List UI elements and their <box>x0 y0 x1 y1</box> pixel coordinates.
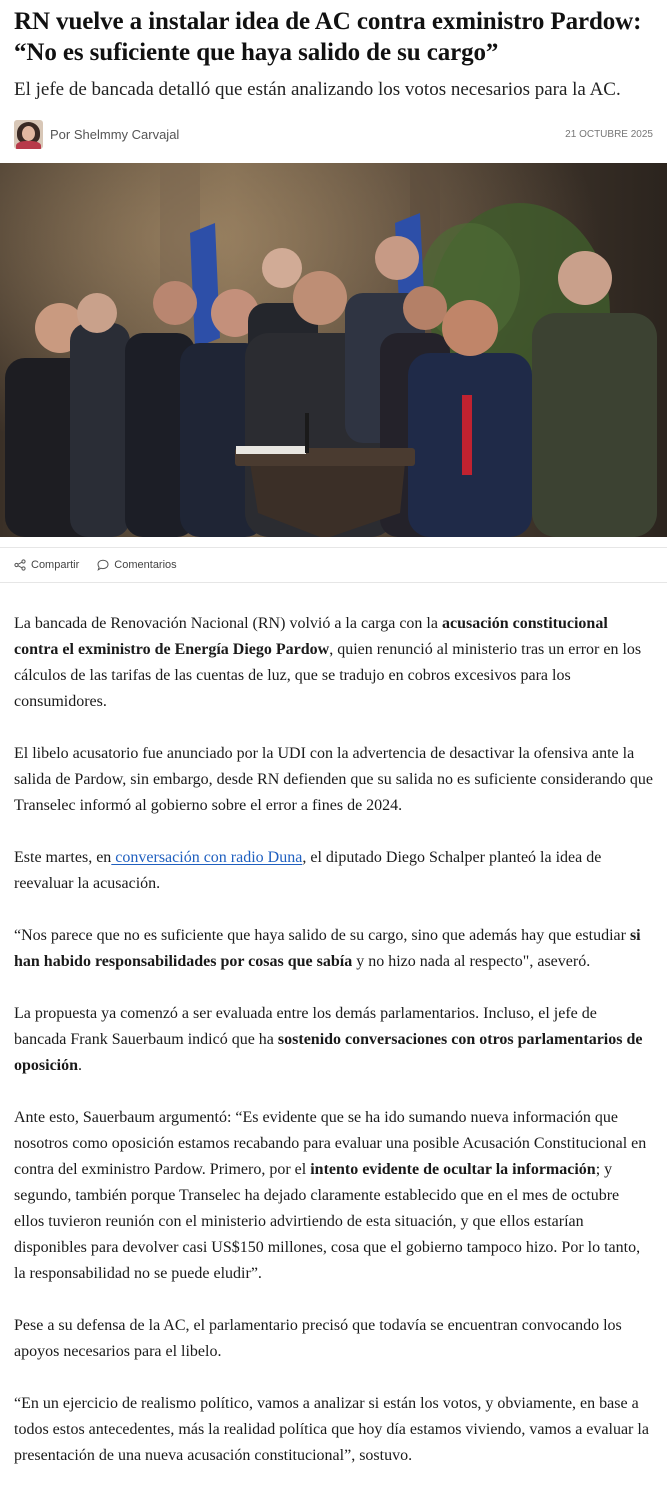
share-button[interactable] <box>14 559 79 571</box>
article-photo <box>0 163 667 537</box>
comment-icon <box>97 559 109 571</box>
article-header <box>0 0 667 103</box>
share-label: Compartir <box>31 559 80 571</box>
paragraph: La propuesta ya comenzó a ser evaluada entre los demás parlamentarios. Incluso, el jefe de bancada Frank Sauerbaum indicó que ha sostenido conversaciones con otros parlamentarios de oposición. <box>14 1005 643 1074</box>
author-name[interactable]: Por Shelmmy Carvajal <box>50 126 180 142</box>
share-bar <box>0 547 667 583</box>
paragraph: El libelo acusatorio fue anunciado por la UDI con la advertencia de desactivar la ofensiva ante la salida de Pardow, sin embargo, desde RN defienden que su salida no es suficiente considerando que Transelec informó al gobierno sobre el error a fines de 2024. <box>14 745 653 814</box>
article-subtitle: El jefe de bancada detalló que están analizando los votos necesarios para la AC. <box>14 79 621 100</box>
article-body <box>0 583 667 1469</box>
publish-date: 21 OCTUBRE 2025 <box>565 128 653 140</box>
press-conference-photo <box>0 163 667 537</box>
comments-button[interactable] <box>97 559 176 571</box>
paragraph: Pese a su defensa de la AC, el parlamentario precisó que todavía se encuentran convocando los apoyos necesarios para el libelo. <box>14 1317 622 1360</box>
radio-duna-link[interactable]: conversación con radio Duna <box>111 849 303 866</box>
paragraph: Ante esto, Sauerbaum argumentó: “Es evidente que se ha ido sumando nueva información que nosotros como oposición estamos recabando para evaluar una posible Acusación Constitucional en contra del exministro Pardow. Primero, por el intento evidente de ocultar la información; y segundo, también porque Transelec ha dejado claramente establecido que en el mes de octubre ellos tuvieron reunión con el ministerio advirtiendo de esta situación, y que ellos estarían disponibles para devolver casi US$150 millones, cosa que el gobierno tampoco hizo. Por lo tanto, la responsabilidad no se puede eludir”. <box>14 1109 647 1282</box>
paragraph: “Nos parece que no es suficiente que haya salido de su cargo, sino que además hay que estudiar si han habido responsabilidades por cosas que sabía y no hizo nada al respecto", aseveró. <box>14 927 641 970</box>
byline <box>0 119 667 149</box>
paragraph: “En un ejercicio de realismo político, vamos a analizar si están los votos, y obviamente, en base a todos estos antecedentes, más la realidad política que hoy día estamos viviendo, vamos a evaluar la presentación de una nueva acusación constitucional”, sostuvo. <box>14 1395 649 1464</box>
author-avatar[interactable] <box>14 120 43 149</box>
share-icon <box>14 559 26 571</box>
paragraph: Este martes, en conversación con radio Duna, el diputado Diego Schalper planteó la idea de reevaluar la acusación. <box>14 849 602 892</box>
comments-label: Comentarios <box>114 559 177 571</box>
paragraph: La bancada de Renovación Nacional (RN) volvió a la carga con la acusación constitucional contra el exministro de Energía Diego Pardow, quien renunció al ministerio tras un error en los cálculos de las tarifas de las cuentas de luz, que se tradujo en cobros excesivos para los consumidores. <box>14 615 642 710</box>
article-title: RN vuelve a instalar idea de AC contra exministro Pardow: “No es suficiente que haya salido de su cargo” <box>14 8 642 66</box>
